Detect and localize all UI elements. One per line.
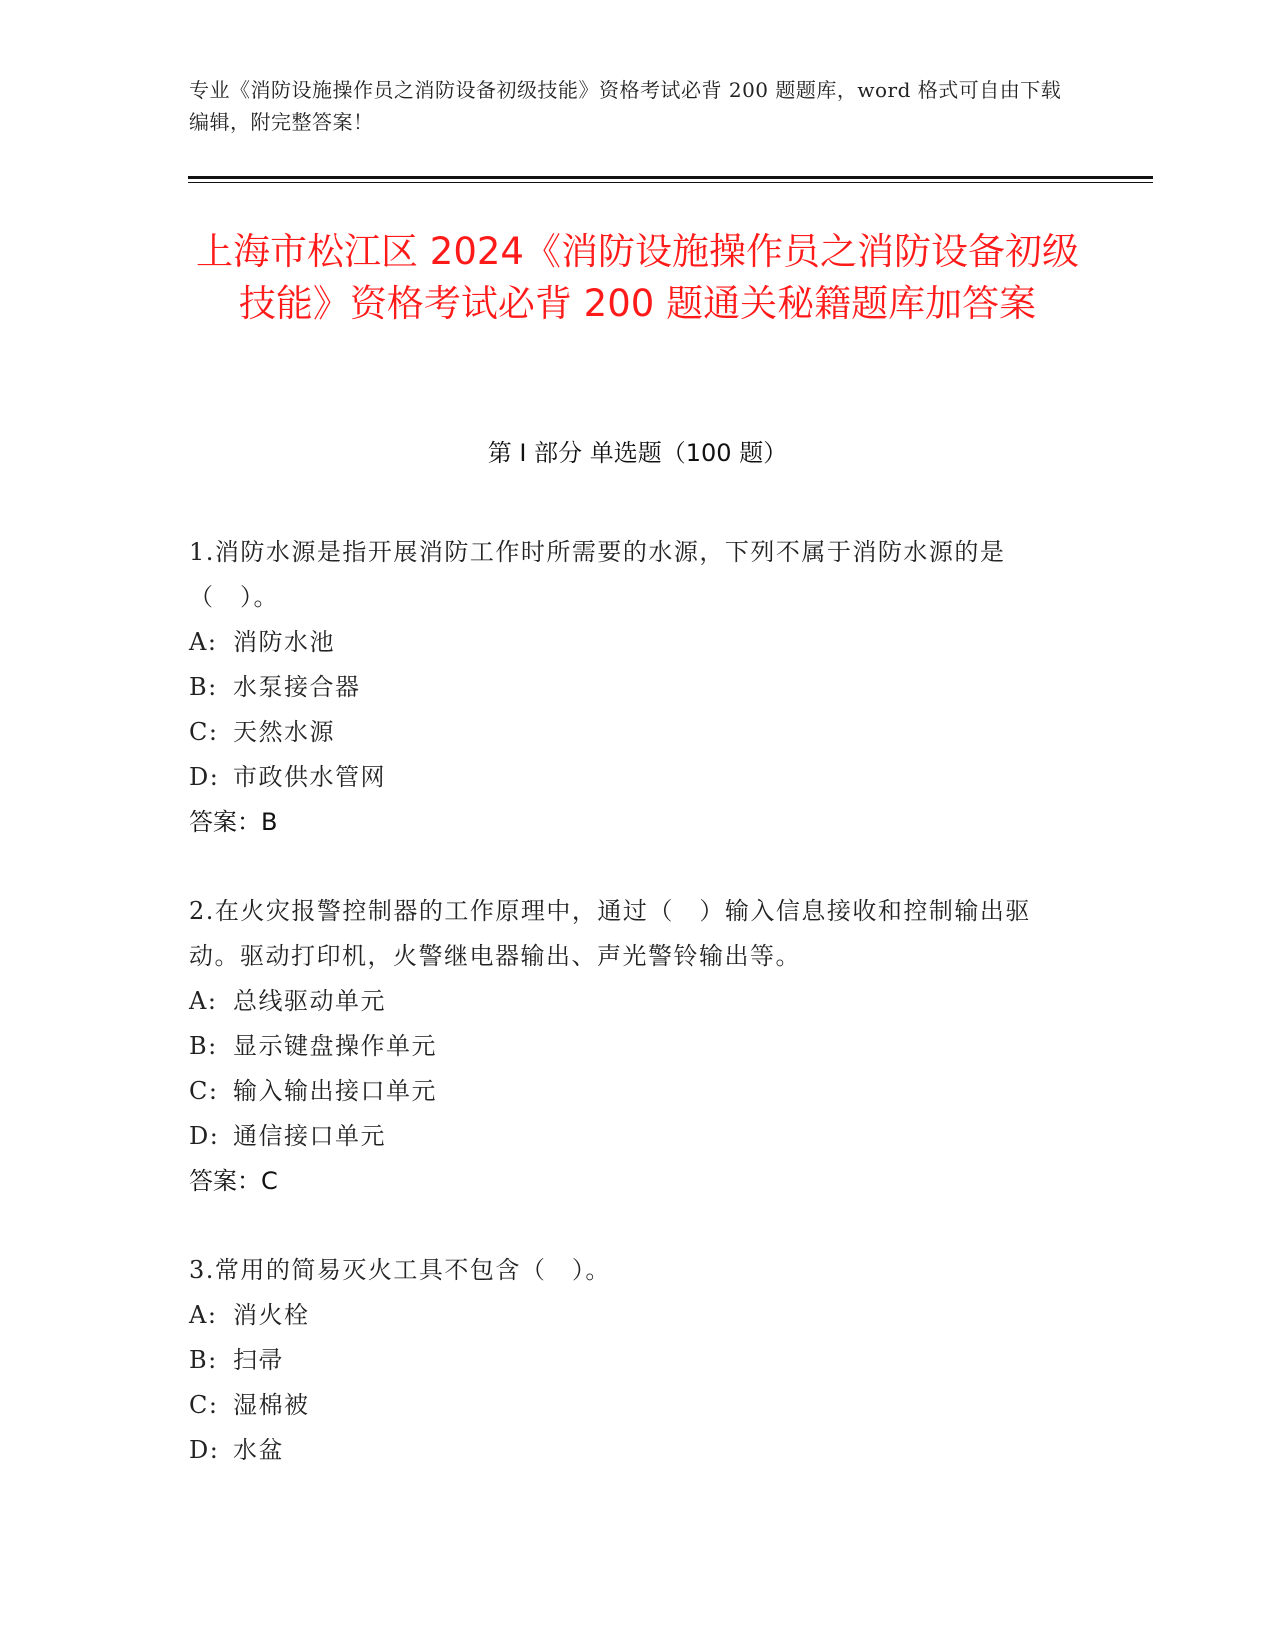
question-list bbox=[189, 530, 1069, 1517]
option-d bbox=[189, 1114, 1069, 1159]
question-stem: 1.消防水源是指开展消防工作时所需要的水源，下列不属于消防水源的是（ ）。 bbox=[189, 538, 1006, 611]
section-title: 第 I 部分 单选题（100 题） bbox=[487, 439, 788, 467]
question-item bbox=[189, 1248, 1069, 1473]
option-d bbox=[189, 755, 1069, 800]
option-key: C: bbox=[189, 718, 219, 746]
answer-line: 答案：C bbox=[189, 1167, 278, 1195]
option-text: 水泵接合器 bbox=[233, 673, 361, 701]
option-b bbox=[189, 665, 1069, 710]
option-text: 显示键盘操作单元 bbox=[233, 1032, 437, 1060]
option-a bbox=[189, 1293, 1069, 1338]
option-key: D: bbox=[189, 763, 220, 791]
option-key: B: bbox=[189, 673, 218, 701]
option-text: 通信接口单元 bbox=[233, 1122, 386, 1150]
option-key: D: bbox=[189, 1436, 220, 1464]
header-divider-thin bbox=[188, 182, 1153, 183]
option-key: B: bbox=[189, 1032, 218, 1060]
option-key: C: bbox=[189, 1391, 219, 1419]
option-text: 消防水池 bbox=[233, 628, 335, 656]
option-b bbox=[189, 1338, 1069, 1383]
option-text: 总线驱动单元 bbox=[233, 987, 386, 1015]
option-a bbox=[189, 979, 1069, 1024]
option-text: 扫帚 bbox=[233, 1346, 284, 1374]
option-key: A: bbox=[189, 628, 218, 656]
option-a bbox=[189, 620, 1069, 665]
option-c bbox=[189, 1383, 1069, 1428]
header-divider-thick bbox=[188, 176, 1153, 179]
option-key: C: bbox=[189, 1077, 219, 1105]
header-note: 专业《消防设施操作员之消防设备初级技能》资格考试必背 200 题题库，word 格式可自由下载编辑，附完整答案！ bbox=[189, 78, 1062, 134]
document-title: 上海市松江区 2024《消防设施操作员之消防设备初级技能》资格考试必背 200 题通关秘籍题库加答案 bbox=[196, 230, 1079, 325]
option-key: B: bbox=[189, 1346, 218, 1374]
option-b bbox=[189, 1024, 1069, 1069]
question-stem: 2.在火灾报警控制器的工作原理中，通过（ ）输入信息接收和控制输出驱动。驱动打印机，火警继电器输出、声光警铃输出等。 bbox=[189, 897, 1031, 970]
option-text: 市政供水管网 bbox=[233, 763, 386, 791]
answer-line: 答案：B bbox=[189, 808, 278, 836]
option-text: 湿棉被 bbox=[233, 1391, 310, 1419]
option-c bbox=[189, 710, 1069, 755]
option-text: 消火栓 bbox=[233, 1301, 310, 1329]
option-c bbox=[189, 1069, 1069, 1114]
option-text: 水盆 bbox=[233, 1436, 284, 1464]
option-d bbox=[189, 1428, 1069, 1473]
option-key: D: bbox=[189, 1122, 220, 1150]
option-key: A: bbox=[189, 1301, 218, 1329]
option-text: 输入输出接口单元 bbox=[233, 1077, 437, 1105]
option-key: A: bbox=[189, 987, 218, 1015]
option-text: 天然水源 bbox=[233, 718, 335, 746]
question-item bbox=[189, 889, 1069, 1204]
question-item bbox=[189, 530, 1069, 845]
question-stem: 3.常用的简易灭火工具不包含（ ）。 bbox=[189, 1256, 611, 1284]
